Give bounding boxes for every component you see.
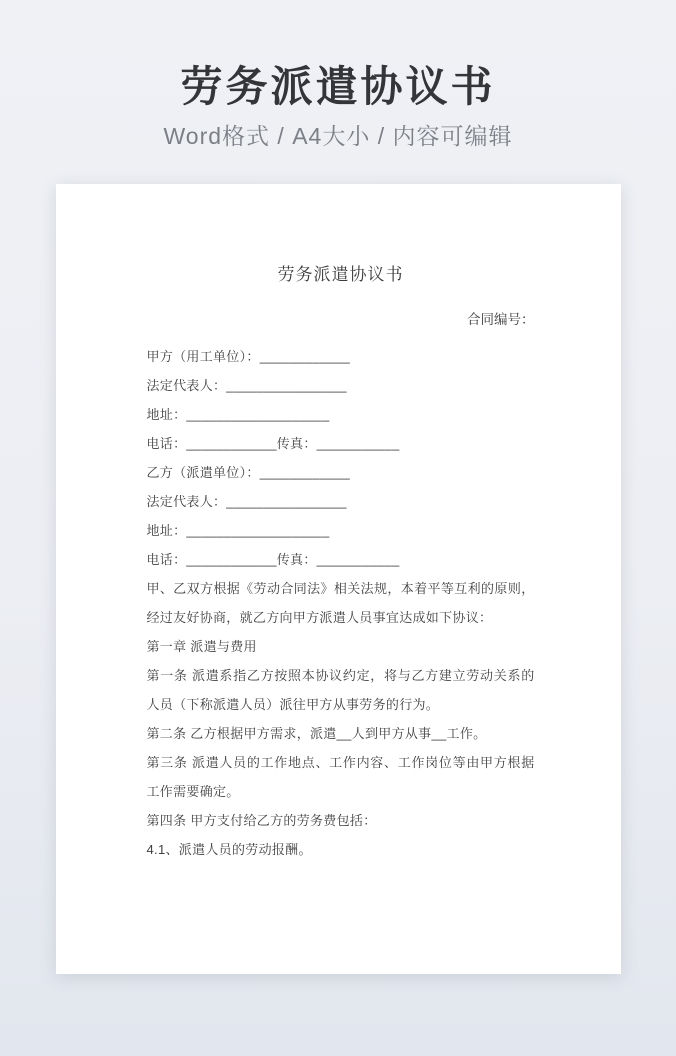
document-body [147, 342, 535, 864]
field-party-a-phone-fax: 电话：____________传真：___________ [146, 436, 400, 451]
field-party-a-legal-rep: 法定代表人：________________ [146, 378, 347, 393]
promo-header [0, 0, 676, 151]
paragraph-article-3: 第三条 派遣人员的工作地点、工作内容、工作岗位等由甲方根据工作需要确定。 [146, 755, 535, 799]
field-party-b-address: 地址：___________________ [146, 523, 330, 538]
contract-number-label: 合同编号： [467, 312, 535, 327]
page-subtitle: Word格式 / A4大小 / 内容可编辑 [163, 123, 513, 149]
field-party-b: 乙方（派遣单位）：____________ [146, 465, 351, 480]
document-title: 劳务派遣协议书 [277, 265, 404, 284]
field-party-a-address: 地址：___________________ [146, 407, 330, 422]
field-party-a: 甲方（用工单位）：____________ [146, 349, 351, 364]
paragraph-chapter-1-heading: 第一章 派遣与费用 [146, 639, 257, 654]
field-party-b-legal-rep: 法定代表人：________________ [146, 494, 347, 509]
document-preview-page [56, 184, 621, 974]
page-title: 劳务派遣协议书 [180, 63, 496, 110]
paragraph-article-1: 第一条 派遣系指乙方按照本协议约定，将与乙方建立劳动关系的人员（下称派遣人员）派往甲方从事劳务的行为。 [146, 668, 535, 712]
paragraph-article-4: 第四条 甲方支付给乙方的劳务费包括： [146, 813, 377, 828]
paragraph-article-2: 第二条 乙方根据甲方需求，派遣__人到甲方从事__工作。 [146, 726, 487, 741]
field-party-b-phone-fax: 电话：____________传真：___________ [146, 552, 400, 567]
paragraph-item-4-1: 4.1、派遣人员的劳动报酬。 [146, 842, 312, 857]
paragraph-preamble: 甲、乙双方根据《劳动合同法》相关法规，本着平等互利的原则，经过友好协商，就乙方向甲方派遣人员事宜达成如下协议： [146, 581, 535, 625]
